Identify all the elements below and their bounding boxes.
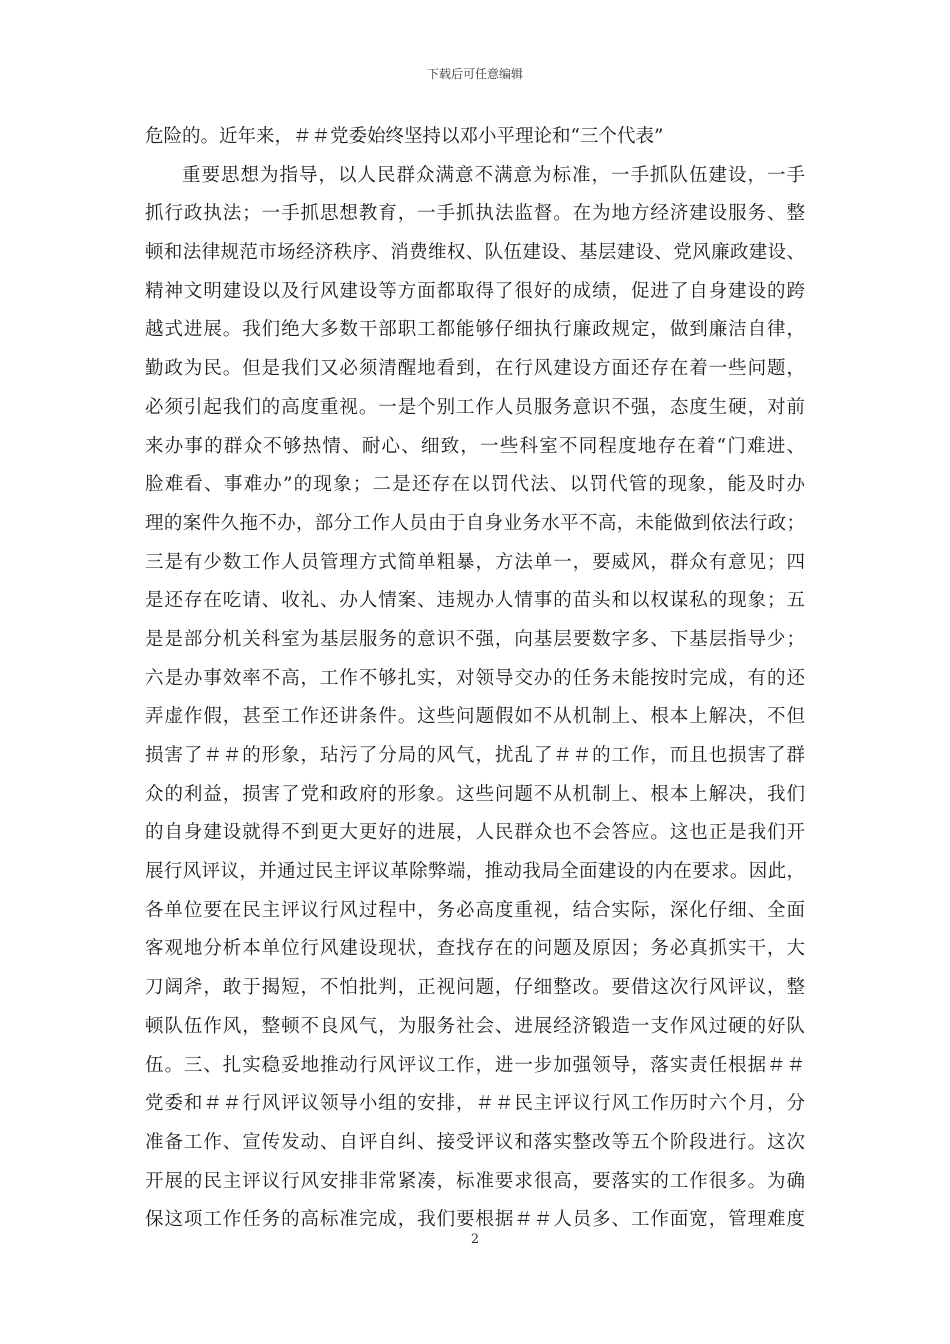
text-line: 抓行政执法；一手抓思想教育，一手抓执法监督。在为地方经济建设服务、整 xyxy=(145,203,805,225)
text-line: 客观地分析本单位行风建设现状，查找存在的问题及原因；务必真抓实干，大 xyxy=(145,938,805,960)
text-line: 保这项工作任务的高标准完成，我们要根据＃＃人员多、工作面宽，管理难度 xyxy=(145,1209,805,1231)
text-line: 顿和法律规范市场经济秩序、消费维权、队伍建设、基层建设、党风廉政建设、 xyxy=(145,242,805,264)
text-line: 顿队伍作风，整顿不良风气，为服务社会、进展经济锻造一支作风过硬的好队 xyxy=(145,1015,805,1037)
text-line: 必须引起我们的高度重视。一是个别工作人员服务意识不强，态度生硬，对前 xyxy=(145,396,805,418)
text-line: 越式进展。我们绝大多数干部职工都能够仔细执行廉政规定，做到廉洁自律， xyxy=(145,319,805,341)
text-line: 各单位要在民主评议行风过程中，务必高度重视，结合实际，深化仔细、全面 xyxy=(145,899,805,921)
text-line: 重要思想为指导，以人民群众满意不满意为标准，一手抓队伍建设，一手 xyxy=(182,164,805,186)
text-line: 开展的民主评议行风安排非常紧凑，标准要求很高，要落实的工作很多。为确 xyxy=(145,1170,805,1192)
text-line: 危险的。近年来，＃＃党委始终坚持以邓小平理论和“三个代表” xyxy=(145,126,664,147)
text-line: 三是有少数工作人员管理方式简单粗暴，方法单一，要威风，群众有意见；四 xyxy=(145,551,805,573)
text-line: 损害了＃＃的形象，玷污了分局的风气，扰乱了＃＃的工作，而且也损害了群 xyxy=(145,745,805,766)
text-line: 党委和＃＃行风评议领导小组的安排，＃＃民主评议行风工作历时六个月，分 xyxy=(145,1093,805,1115)
text-line: 勤政为民。但是我们又必须清醒地看到，在行风建设方面还存在着一些问题， xyxy=(145,358,805,380)
text-line: 来办事的群众不够热情、耐心、细致，一些科室不同程度地存在着“门难进、 xyxy=(145,435,805,457)
page-header: 下载后可任意编辑 xyxy=(426,67,523,81)
text-line: 众的利益，损害了党和政府的形象。这些问题不从机制上、根本上解决，我们 xyxy=(145,783,805,805)
text-line: 刀阔斧，敢于揭短，不怕批判，正视问题，仔细整改。要借这次行风评议，整 xyxy=(145,977,805,999)
text-line: 弄虚作假，甚至工作还讲条件。这些问题假如不从机制上、根本上解决，不但 xyxy=(145,706,805,728)
text-line: 脸难看、事难办”的现象；二是还存在以罚代法、以罚代管的现象，能及时办 xyxy=(145,474,805,496)
text-line: 是还存在吃请、收礼、办人情案、违规办人情事的苗头和以权谋私的现象；五 xyxy=(145,590,805,612)
text-line: 准备工作、宣传发动、自评自纠、接受评议和落实整改等五个阶段进行。这次 xyxy=(145,1131,805,1153)
text-line: 展行风评议，并通过民主评议革除弊端，推动我局全面建设的内在要求。因此， xyxy=(145,861,805,883)
text-line: 的自身建设就得不到更大更好的进展，人民群众也不会答应。这也正是我们开 xyxy=(145,822,805,844)
text-line: 理的案件久拖不办，部分工作人员由于自身业务水平不高，未能做到依法行政； xyxy=(145,512,805,534)
text-line: 伍。三、扎实稳妥地推动行风评议工作，进一步加强领导，落实责任根据＃＃ xyxy=(145,1054,805,1076)
text-line: 六是办事效率不高，工作不够扎实，对领导交办的任务未能按时完成，有的还 xyxy=(145,667,805,689)
text-line: 精神文明建设以及行风建设等方面都取得了很好的成绩，促进了自身建设的跨 xyxy=(145,280,805,302)
text-line: 是是部分机关科室为基层服务的意识不强，向基层要数字多、下基层指导少； xyxy=(145,628,805,650)
body-text xyxy=(145,118,805,1240)
page-number: 2 xyxy=(470,1232,480,1247)
